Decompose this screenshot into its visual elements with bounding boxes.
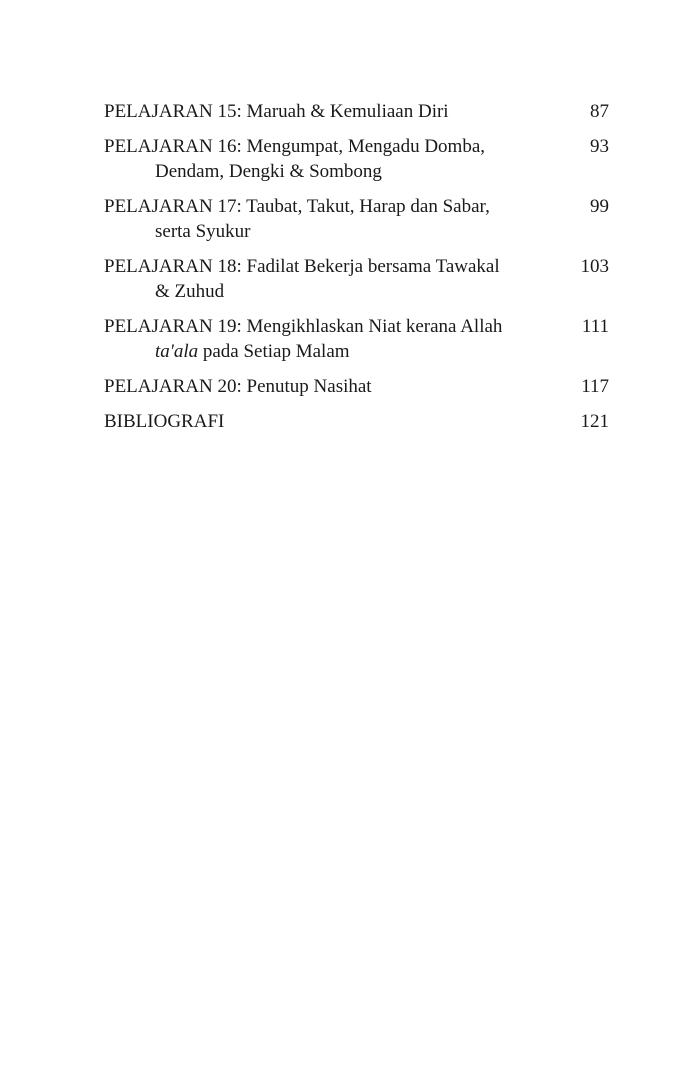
entry-title-continued: serta Syukur (155, 221, 251, 242)
entry-title: PELAJARAN 15: Maruah & Kemuliaan Diri (104, 101, 449, 122)
entry-title: PELAJARAN 20: Penutup Nasihat (104, 376, 372, 397)
table-of-contents (104, 99, 609, 444)
toc-entry-16[interactable] (104, 134, 609, 184)
entry-title-continued: Dendam, Dengki & Sombong (155, 161, 382, 182)
entry-title-continued: & Zuhud (155, 281, 225, 302)
toc-entry-19[interactable] (104, 314, 609, 364)
toc-entry-20[interactable] (104, 374, 609, 399)
entry-title: PELAJARAN 18: Fadilat Bekerja bersama Tawakal (104, 256, 500, 277)
entry-title: BIBLIOGRAFI (104, 411, 225, 432)
toc-entry-18[interactable] (104, 254, 609, 304)
italic-term: ta'ala (155, 341, 199, 362)
entry-title-continued (104, 339, 609, 364)
page-number: 87 (590, 101, 609, 122)
entry-title: PELAJARAN 19: Mengikhlaskan Niat kerana Allah (104, 316, 503, 337)
page-number: 121 (580, 411, 609, 432)
toc-entry-bibliography[interactable] (104, 409, 609, 434)
entry-title: PELAJARAN 16: Mengumpat, Mengadu Domba, (104, 136, 486, 157)
page-number: 99 (590, 196, 609, 217)
entry-title: PELAJARAN 17: Taubat, Takut, Harap dan Sabar, (104, 196, 490, 217)
entry-title-rest: pada Setiap Malam (198, 341, 350, 362)
toc-entry-15[interactable] (104, 99, 609, 124)
page-number: 103 (580, 256, 609, 277)
toc-entry-17[interactable] (104, 194, 609, 244)
page-number: 111 (581, 316, 609, 337)
page-number: 93 (590, 136, 609, 157)
page-number: 117 (581, 376, 609, 397)
